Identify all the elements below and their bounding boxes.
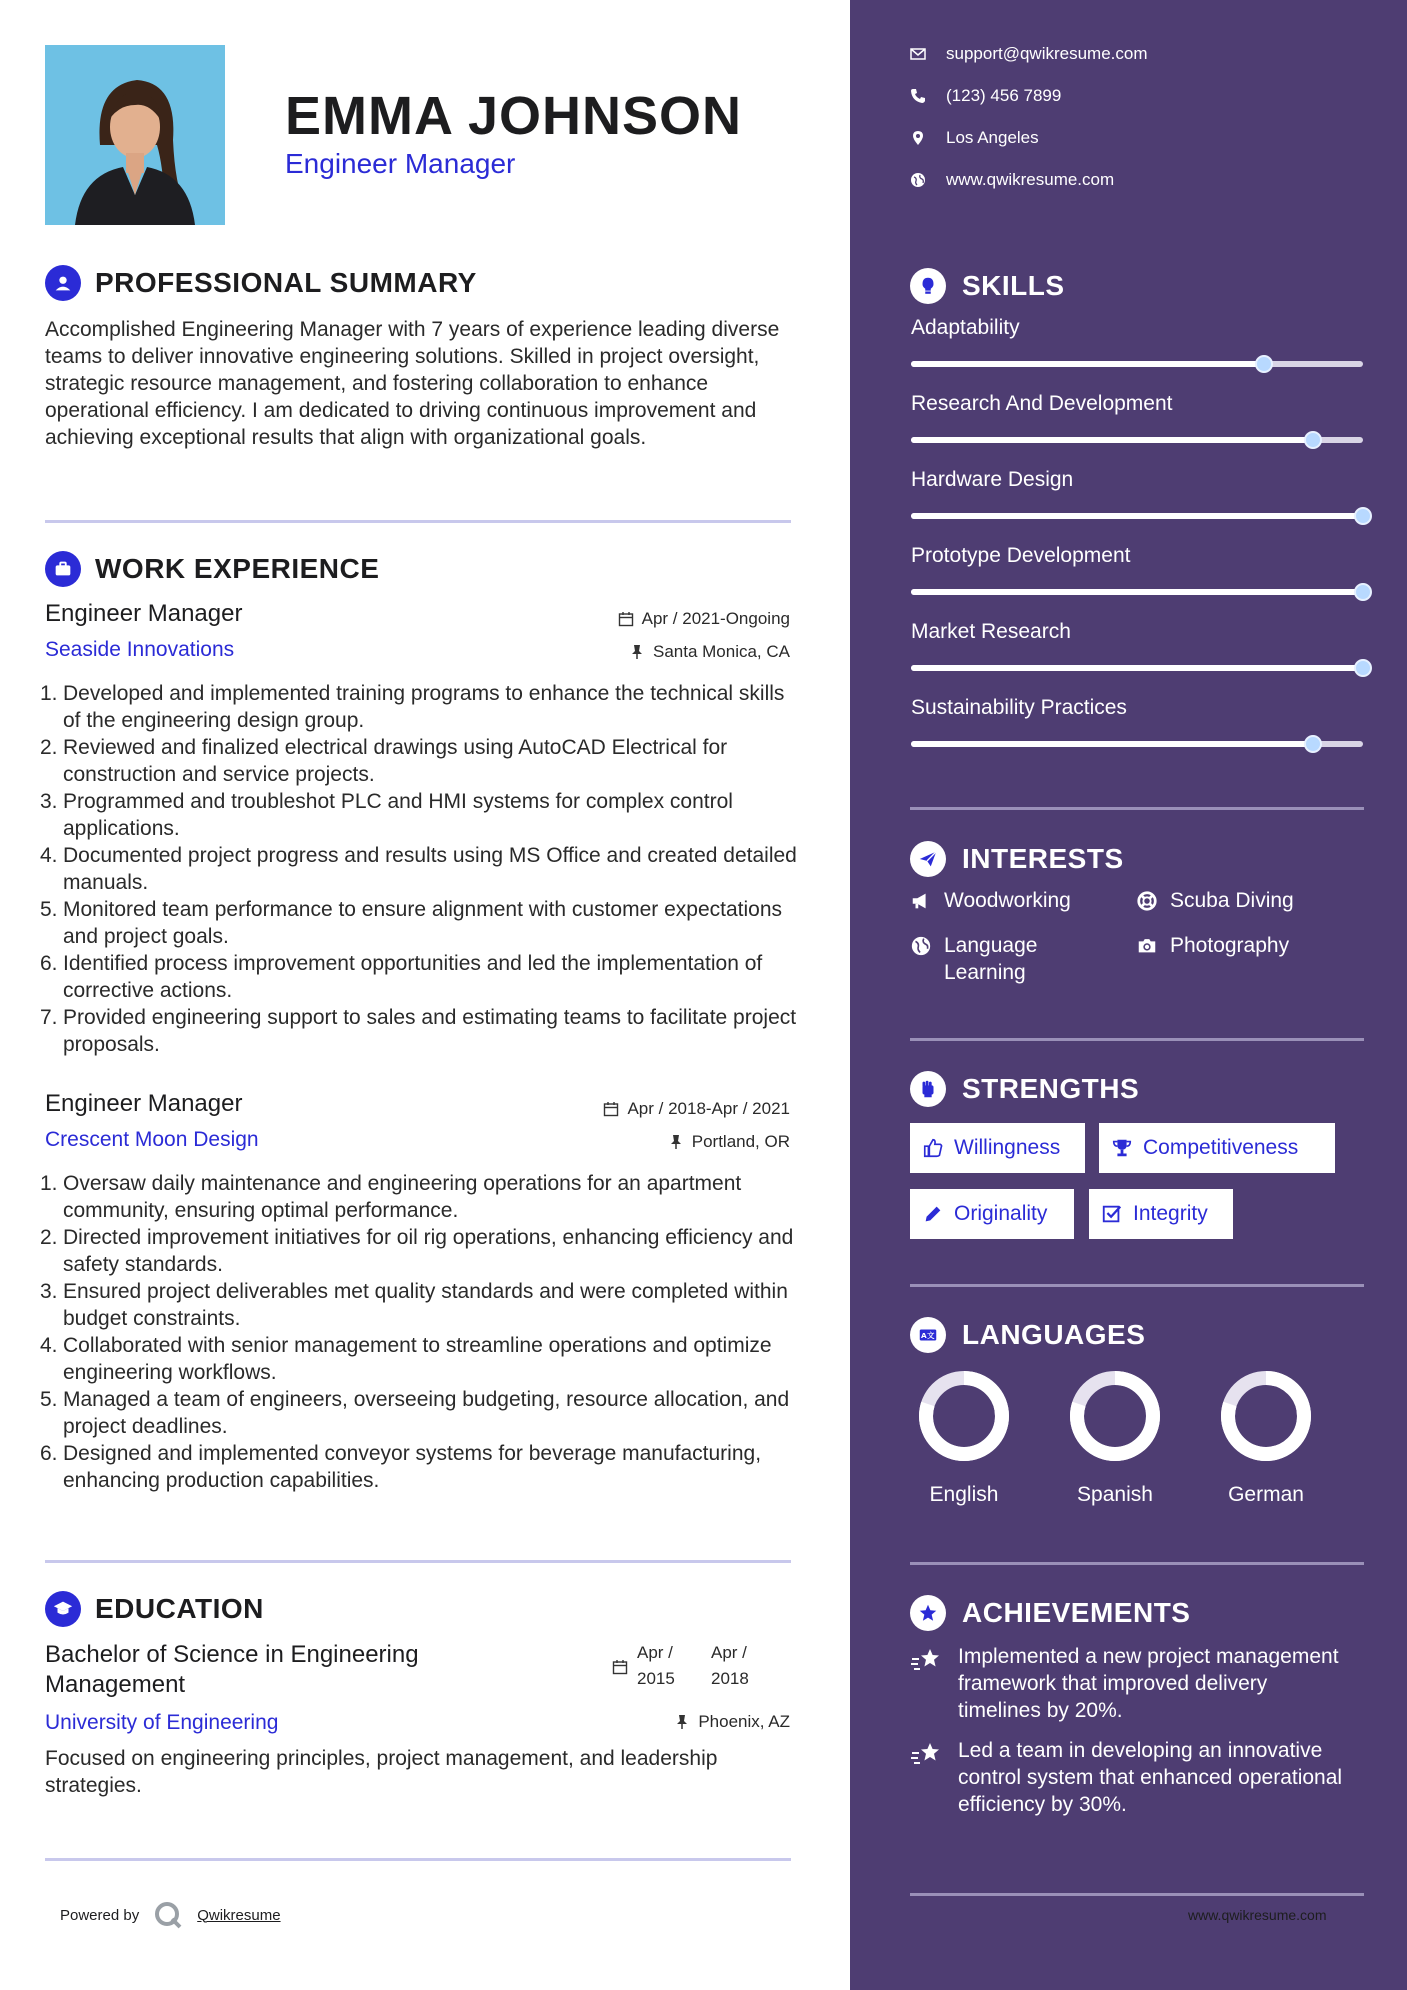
strength-badge (1099, 1123, 1335, 1173)
bullet-number: 6. (40, 952, 58, 975)
summary-heading (45, 265, 477, 301)
skill-label: Sustainability Practices (911, 696, 1127, 719)
language-ring (1218, 1368, 1314, 1464)
interest-item (910, 932, 1100, 986)
skills-heading (910, 268, 1065, 304)
globe-icon (910, 935, 932, 957)
bullet-item (40, 896, 800, 950)
skill-bar (911, 513, 1363, 519)
achievement-text: Led a team in developing an innovative control system that enhanced operational efficiency by 30%. (958, 1739, 1343, 1816)
bullet-item (40, 680, 800, 734)
contact-website[interactable] (910, 170, 1114, 190)
interest-label: Woodworking (944, 889, 1071, 912)
company-name: Seaside Innovations (45, 638, 235, 661)
map-marker-icon (910, 130, 926, 146)
bullet-text: Provided engineering support to sales and estimating teams to facilitate project proposals. (63, 1006, 797, 1056)
section-divider (45, 520, 791, 523)
school-name: University of Engineering (45, 1711, 279, 1734)
contact-email[interactable] (910, 44, 1148, 64)
section-divider (910, 1893, 1364, 1896)
bullet-item (40, 950, 800, 1004)
strengths-heading (910, 1071, 1139, 1107)
bullet-text: Ensured project deliverables met quality standards and were completed within budget constraints. (63, 1280, 788, 1330)
company-name: Crescent Moon Design (45, 1128, 259, 1151)
bullet-number: 3. (40, 790, 58, 813)
pushpin-icon (629, 644, 645, 660)
skill-bar-fill (911, 741, 1313, 747)
calendar-icon (603, 1101, 619, 1117)
language-icon (910, 1317, 946, 1353)
contact-phone[interactable] (910, 86, 1061, 106)
strength-badge (910, 1189, 1074, 1239)
skill-label: Research And Development (911, 392, 1173, 415)
job-location-text: Santa Monica, CA (652, 642, 790, 661)
section-divider (45, 1858, 791, 1861)
briefcase-icon (45, 551, 81, 587)
skill-bar-fill (911, 513, 1363, 519)
qwikresume-logo-icon (153, 1900, 183, 1930)
bullet-item (40, 1224, 800, 1278)
graduate-icon (45, 1591, 81, 1627)
achievements-heading (910, 1595, 1190, 1631)
candidate-name: EMMA JOHNSON (285, 86, 743, 146)
strength-label: Competitiveness (1143, 1136, 1299, 1159)
strength-label: Integrity (1133, 1202, 1208, 1225)
skill-level-knob (1354, 507, 1372, 525)
section-divider (45, 1560, 791, 1563)
skill-bar (911, 437, 1363, 443)
job-bullets (40, 1170, 800, 1494)
bullet-text: Identified process improvement opportunities and led the implementation of corrective actions. (63, 952, 763, 1002)
contact-email-text: support@qwikresume.com (946, 44, 1148, 63)
calendar-icon (612, 1659, 628, 1675)
strength-badge (1089, 1189, 1233, 1239)
job-location (629, 642, 790, 662)
bullet-item (40, 842, 800, 896)
camera-icon (1136, 935, 1158, 957)
life-ring-icon (1136, 890, 1158, 912)
interest-label: Language Learning (944, 934, 1038, 984)
interests-heading-text: INTERESTS (962, 843, 1124, 874)
bullet-number: 3. (40, 1280, 58, 1303)
interest-item (1136, 932, 1289, 959)
section-divider (910, 807, 1364, 810)
bullet-number: 1. (40, 1172, 58, 1195)
profile-photo (45, 45, 225, 225)
achievements-heading-text: ACHIEVEMENTS (962, 1597, 1191, 1628)
skill-label: Prototype Development (911, 544, 1131, 567)
skill-bar-fill (911, 437, 1313, 443)
job-title: Engineer Manager (45, 600, 243, 627)
bullet-number: 4. (40, 844, 58, 867)
contact-location (910, 128, 1039, 148)
bullet-number: 7. (40, 1006, 58, 1029)
shooting-star-icon (910, 1739, 944, 1769)
achievement-item (910, 1737, 1350, 1818)
summary-text: Accomplished Engineering Manager with 7 years of experience leading diverse teams to deliver innovative engineering solutions. Skilled in project oversight, strategic resource management, and fostering collaboration to enhance operational efficiency. I am dedicated to driving continuous improvement and achieving exceptional results that align with organizational goals. (45, 318, 780, 449)
bullet-number: 6. (40, 1442, 58, 1465)
trophy-icon (1111, 1137, 1133, 1159)
interest-item (910, 887, 1071, 914)
envelope-icon (910, 46, 926, 62)
bullet-text: Directed improvement initiatives for oil rig operations, enhancing efficiency and safety standards. (63, 1226, 794, 1276)
bullet-item (40, 1332, 800, 1386)
language-ring (1067, 1368, 1163, 1464)
strength-label: Willingness (954, 1136, 1061, 1159)
education-start-year: 2015 (637, 1669, 675, 1688)
user-icon (45, 265, 81, 301)
bullet-item (40, 1004, 800, 1058)
pushpin-icon (668, 1134, 684, 1150)
interest-item (1136, 887, 1294, 914)
skill-label: Adaptability (911, 316, 1020, 339)
contact-website-text: www.qwikresume.com (946, 170, 1115, 189)
candidate-title: Engineer Manager (285, 148, 516, 179)
degree-line-2: Management (45, 1671, 186, 1698)
section-divider (910, 1562, 1364, 1565)
education-start-month: Apr / (637, 1643, 673, 1662)
job-location-text: Portland, OR (691, 1132, 790, 1151)
strength-label: Originality (954, 1202, 1048, 1225)
languages-heading (910, 1317, 1145, 1353)
work-heading-text: WORK EXPERIENCE (95, 553, 380, 584)
check-square-icon (1101, 1203, 1123, 1225)
skill-bar (911, 741, 1363, 747)
bullet-item (40, 1386, 800, 1440)
strengths-heading-text: STRENGTHS (962, 1073, 1140, 1104)
bullet-number: 5. (40, 1388, 58, 1411)
bullet-number: 4. (40, 1334, 58, 1357)
summary-heading-text: PROFESSIONAL SUMMARY (95, 267, 477, 298)
skill-label: Market Research (911, 620, 1071, 643)
education-end-month: Apr / (711, 1643, 747, 1662)
footer-url[interactable]: www.qwikresume.com (1188, 1907, 1327, 1923)
powered-by (60, 1900, 281, 1930)
bullet-text: Collaborated with senior management to streamline operations and optimize engineering workflows. (63, 1334, 772, 1384)
skill-bar-fill (911, 665, 1363, 671)
strength-badge (910, 1123, 1085, 1173)
languages-heading-text: LANGUAGES (962, 1319, 1146, 1350)
bullet-item (40, 734, 800, 788)
contact-phone-text: (123) 456 7899 (946, 86, 1062, 105)
bullet-text: Oversaw daily maintenance and engineering operations for an apartment community, ensuring optimal performance. (63, 1172, 742, 1222)
bullhorn-icon (910, 890, 932, 912)
interest-label: Scuba Diving (1170, 889, 1294, 912)
section-divider (910, 1038, 1364, 1041)
skills-heading-text: SKILLS (962, 270, 1065, 301)
skill-bar (911, 665, 1363, 671)
job-bullets (40, 680, 800, 1058)
education-heading-text: EDUCATION (95, 1593, 264, 1624)
phone-icon (910, 88, 926, 104)
bullet-number: 2. (40, 736, 58, 759)
bullet-text: Designed and implemented conveyor systems for beverage manufacturing, enhancing production capabilities. (63, 1442, 762, 1492)
language-label: English (929, 1483, 999, 1506)
job-date-text: Apr / 2021-Ongoing (641, 609, 790, 628)
education-heading (45, 1591, 264, 1627)
section-divider (910, 1284, 1364, 1287)
skill-level-knob (1354, 583, 1372, 601)
language-label: Spanish (1077, 1483, 1153, 1506)
lightbulb-icon (910, 268, 946, 304)
shooting-star-icon (910, 1645, 944, 1675)
education-end-year: 2018 (711, 1669, 749, 1688)
bullet-number: 5. (40, 898, 58, 921)
bullet-item (40, 1278, 800, 1332)
interest-label: Photography (1170, 934, 1290, 957)
bullet-text: Reviewed and finalized electrical drawings using AutoCAD Electrical for construction and service projects. (63, 736, 728, 786)
achievement-item (910, 1643, 1350, 1724)
bullet-text: Monitored team performance to ensure alignment with customer expectations and project goals. (63, 898, 783, 948)
bullet-number: 2. (40, 1226, 58, 1249)
skill-label: Hardware Design (911, 468, 1074, 491)
language-ring (916, 1368, 1012, 1464)
skill-bar (911, 361, 1363, 367)
globe-icon (910, 172, 926, 188)
skill-bar-fill (911, 361, 1264, 367)
pencil-icon (922, 1203, 944, 1225)
bullet-item (40, 788, 800, 842)
education-end-date (711, 1640, 749, 1692)
skill-bar (911, 589, 1363, 595)
powered-by-text: Powered by (60, 1906, 140, 1924)
education-description: Focused on engineering principles, project management, and leadership strategies. (45, 1747, 718, 1797)
bullet-text: Documented project progress and results using MS Office and created detailed manuals. (63, 844, 797, 894)
svg-text:A文: A文 (921, 1331, 935, 1341)
interests-heading (910, 841, 1124, 877)
degree-line-1: Bachelor of Science in Engineering (45, 1641, 419, 1668)
education-location (674, 1712, 790, 1732)
bullet-item (40, 1440, 800, 1494)
bullet-number: 1. (40, 682, 58, 705)
achievement-text: Implemented a new project management framework that improved delivery timelines by 20%. (958, 1645, 1339, 1722)
job-title: Engineer Manager (45, 1090, 243, 1117)
fist-icon (910, 1071, 946, 1107)
star-badge-icon (910, 1595, 946, 1631)
bullet-item (40, 1170, 800, 1224)
job-date-text: Apr / 2018-Apr / 2021 (627, 1099, 790, 1118)
education-start-date (637, 1640, 675, 1692)
bullet-text: Developed and implemented training programs to enhance the technical skills of the engineering design group. (63, 682, 785, 732)
skill-level-knob (1354, 659, 1372, 677)
skill-level-knob (1255, 355, 1273, 373)
thumbs-up-icon (922, 1137, 944, 1159)
work-heading (45, 551, 379, 587)
contact-location-text: Los Angeles (946, 128, 1039, 147)
bullet-text: Programmed and troubleshot PLC and HMI systems for complex control applications. (63, 790, 733, 840)
language-label: German (1228, 1483, 1304, 1506)
skill-bar-fill (911, 589, 1363, 595)
pushpin-icon (674, 1714, 690, 1730)
education-location-text: Phoenix, AZ (698, 1712, 790, 1731)
calendar-icon (618, 611, 634, 627)
job-date (603, 1099, 790, 1119)
job-date (618, 609, 790, 629)
job-location (668, 1132, 790, 1152)
bullet-text: Managed a team of engineers, overseeing budgeting, resource allocation, and project deadlines. (63, 1388, 790, 1438)
paper-plane-icon (910, 841, 946, 877)
qwikresume-link[interactable]: Qwikresume (197, 1906, 281, 1924)
